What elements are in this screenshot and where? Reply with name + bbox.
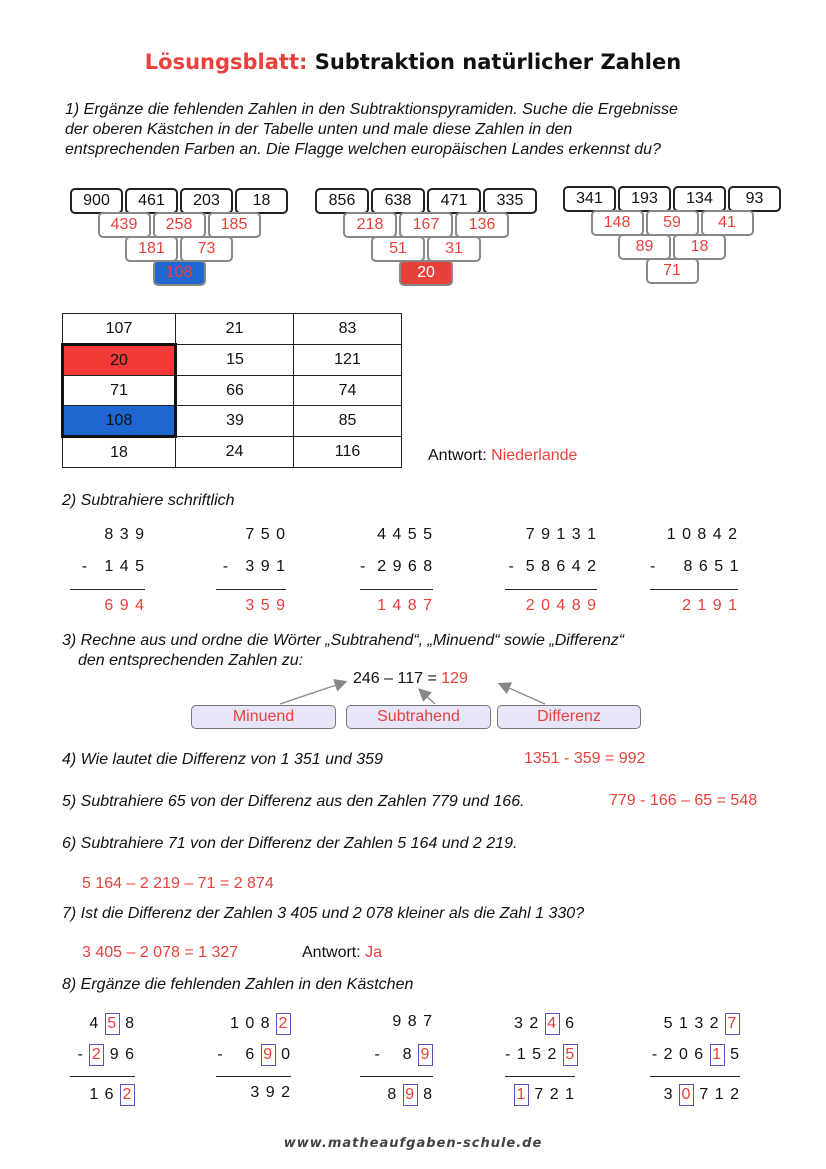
digits: 9 6 (104, 1046, 135, 1063)
q1-text (65, 100, 678, 160)
table-cell: 74 (294, 376, 402, 406)
label-minuend: Minuend (191, 705, 336, 729)
pyramid-top-cell: 203 (180, 188, 233, 214)
pyramid-cell: 167 (399, 212, 453, 238)
minuend (216, 1013, 291, 1035)
digits: 7 1 2 (693, 1086, 740, 1103)
answer-value: Ja (365, 944, 383, 961)
table-cell: 83 (294, 314, 402, 345)
digits: 7 2 1 (528, 1086, 575, 1103)
pyramid-cell: 181 (125, 236, 178, 262)
footer-url: www.matheaufgaben-schule.de (283, 1136, 543, 1151)
table-row (63, 345, 402, 376)
table-cell: 15 (176, 345, 294, 376)
digits: 6 (559, 1015, 575, 1032)
pyramid-top-cell: 134 (673, 186, 726, 212)
pyramid-top-cell: 18 (235, 188, 288, 214)
difference: 2 0 4 8 9 (525, 597, 597, 614)
missing-digit-box: 4 (545, 1013, 560, 1035)
minuend (360, 1013, 433, 1031)
table-row (63, 406, 402, 437)
table-cell: 18 (63, 437, 176, 468)
result-line (360, 589, 433, 590)
table-cell: 20 (63, 345, 176, 376)
pyramid-cell: 20 (399, 260, 453, 286)
missing-digit-box: 9 (261, 1044, 276, 1066)
q1-line: entsprechenden Farben an. Die Flagge welchen europäischen Landes erkennst du? (65, 141, 661, 158)
table-cell: 24 (176, 437, 294, 468)
result-line (70, 589, 145, 590)
table-row (63, 314, 402, 345)
result-line (360, 1076, 433, 1077)
page-title (0, 50, 826, 74)
missing-digit-box: 9 (418, 1044, 433, 1066)
q1-line: 1) Ergänze die fehlenden Zahlen in den Subtraktionspyramiden. Suche die Ergebnisse (65, 101, 678, 118)
q7-answer: 3 405 – 2 078 = 1 327 (82, 944, 239, 961)
q5-text: 5) Subtrahiere 65 von der Differenz aus den Zahlen 779 und 166. (62, 793, 525, 810)
difference (70, 1084, 135, 1106)
color-table (61, 313, 402, 468)
q3-text-2: den entsprechenden Zahlen zu: (78, 652, 304, 669)
pyramid-top-cell: 461 (125, 188, 178, 214)
result-line (70, 1076, 135, 1077)
result-line (650, 589, 738, 590)
label-subtrahend: Subtrahend (346, 705, 491, 729)
subtrahend: - 2 9 6 8 (360, 558, 434, 575)
pyramid-top-cell: 335 (483, 188, 537, 214)
q5-answer: 779 - 166 – 65 = 548 (609, 792, 758, 809)
pyramid-cell: 136 (455, 212, 509, 238)
subtrahend: - 8 6 5 1 (650, 558, 740, 575)
table-cell: 39 (176, 406, 294, 437)
table-cell: 121 (294, 345, 402, 376)
pyramid-cell: 148 (591, 210, 644, 236)
pyramid-top-cell: 856 (315, 188, 369, 214)
table-cell: 116 (294, 437, 402, 468)
result-line (505, 1076, 575, 1077)
q6-answer: 5 164 – 2 219 – 71 = 2 874 (82, 875, 274, 892)
label-differenz: Differenz (497, 705, 641, 729)
answer-value: Niederlande (491, 447, 578, 464)
subtrahend (505, 1044, 575, 1066)
q6-text: 6) Subtrahiere 71 von der Differenz der Zahlen 5 164 und 2 219. (62, 835, 518, 852)
pyramid-cell: 89 (618, 234, 671, 260)
title-prefix: Lösungsblatt: (144, 50, 308, 74)
digits: - 8 (374, 1046, 418, 1063)
pyramid-cell: 439 (98, 212, 151, 238)
digits: 1 6 (89, 1086, 120, 1103)
table-cell: 85 (294, 406, 402, 437)
answer-label: Antwort: (428, 447, 487, 464)
result-line (216, 589, 286, 590)
pyramid-cell: 41 (701, 210, 754, 236)
q1-line: der oberen Kästchen in der Tabelle unten und male diese Zahlen in den (65, 121, 573, 138)
difference: 6 9 4 (104, 597, 145, 614)
minuend: 1 0 8 4 2 (666, 526, 738, 543)
difference: 2 1 9 1 (682, 597, 738, 614)
q7-conclusion (302, 944, 382, 962)
digits: 1 0 8 (229, 1015, 276, 1032)
digits: 3 9 2 (250, 1084, 291, 1101)
missing-digit-box: 5 (105, 1013, 120, 1035)
subtrahend (216, 1044, 291, 1066)
q4-text: 4) Wie lautet die Differenz von 1 351 und 359 (62, 751, 383, 768)
table-cell: 107 (63, 314, 176, 345)
table-row (63, 437, 402, 468)
difference (505, 1084, 575, 1106)
table-cell: 21 (176, 314, 294, 345)
table-row (63, 376, 402, 406)
digits: 8 (387, 1086, 403, 1103)
subtrahend: - 3 9 1 (222, 558, 286, 575)
table-cell: 66 (176, 376, 294, 406)
table-cell: 108 (63, 406, 176, 437)
pyramid-cell: 51 (371, 236, 425, 262)
pyramid-cell: 71 (646, 258, 699, 284)
result-line (216, 1076, 291, 1077)
table-cell: 71 (63, 376, 176, 406)
difference: 1 4 8 7 (377, 597, 433, 614)
missing-digit-box: 9 (403, 1084, 418, 1106)
q8-text: 8) Ergänze die fehlenden Zahlen in den Kästchen (62, 976, 414, 993)
minuend (650, 1013, 740, 1035)
minuend: 7 5 0 (245, 526, 286, 543)
minuend: 8 3 9 (104, 526, 145, 543)
equation-result: 129 (441, 670, 468, 687)
subtrahend (70, 1044, 135, 1066)
minuend: 7 9 1 3 1 (525, 526, 597, 543)
missing-digit-box: 2 (276, 1013, 291, 1035)
pyramid-top-cell: 471 (427, 188, 481, 214)
pyramid-cell: 73 (180, 236, 233, 262)
difference: 3 5 9 (245, 597, 286, 614)
pyramid-cell: 59 (646, 210, 699, 236)
missing-digit-box: 2 (89, 1044, 104, 1066)
minuend: 4 4 5 5 (377, 526, 433, 543)
minuend (505, 1013, 575, 1035)
pyramid-cell: 108 (153, 260, 206, 286)
pyramid-top-cell: 193 (618, 186, 671, 212)
pyramid-top-cell: 93 (728, 186, 781, 212)
missing-digit-box: 2 (120, 1084, 135, 1106)
result-line (505, 589, 597, 590)
q4-answer: 1351 - 359 = 992 (524, 750, 646, 767)
difference (360, 1084, 433, 1106)
difference (216, 1084, 291, 1102)
q2-text: 2) Subtrahiere schriftlich (62, 492, 235, 509)
digits: 5 1 3 2 (663, 1015, 725, 1032)
digits: 8 (417, 1086, 433, 1103)
pyramid-cell: 185 (208, 212, 261, 238)
title-main: Subtraktion natürlicher Zahlen (314, 50, 682, 74)
pyramid-top-cell: 341 (563, 186, 616, 212)
answer-label: Antwort: (302, 944, 361, 961)
digits: - 6 (217, 1046, 261, 1063)
result-line (650, 1076, 740, 1077)
digits: 3 (663, 1086, 679, 1103)
q3-arrows (255, 676, 555, 708)
missing-digit-box: 5 (563, 1044, 578, 1066)
subtrahend (360, 1044, 433, 1066)
digits: 9 8 7 (392, 1013, 433, 1030)
digits: 8 (119, 1015, 135, 1032)
subtrahend: - 1 4 5 (81, 558, 145, 575)
digits: 4 (89, 1015, 105, 1032)
pyramid-cell: 18 (673, 234, 726, 260)
difference (650, 1084, 740, 1106)
missing-digit-box: 1 (514, 1084, 529, 1106)
pyramid-cell: 31 (427, 236, 481, 262)
subtrahend: - 5 8 6 4 2 (508, 558, 597, 575)
q1-answer (428, 447, 577, 465)
q7-text: 7) Ist die Differenz der Zahlen 3 405 und 2 078 kleiner als die Zahl 1 330? (62, 905, 585, 922)
pyramid-top-cell: 638 (371, 188, 425, 214)
subtrahend (650, 1044, 740, 1066)
missing-digit-box: 7 (725, 1013, 740, 1035)
pyramid-top-cell: 900 (70, 188, 123, 214)
q3-text-1: 3) Rechne aus und ordne die Wörter „Subtrahend“, „Minuend“ sowie „Differenz“ (62, 632, 625, 649)
equation-text: 246 – 117 = (353, 670, 437, 687)
digits: 0 (275, 1046, 291, 1063)
pyramid-cell: 258 (153, 212, 206, 238)
missing-digit-box: 1 (710, 1044, 725, 1066)
digits: 3 2 (513, 1015, 545, 1032)
digits: - (77, 1046, 90, 1063)
minuend (70, 1013, 135, 1035)
pyramid-cell: 218 (343, 212, 397, 238)
digits: - 2 0 6 (651, 1046, 710, 1063)
digits: - 1 5 2 (505, 1046, 563, 1063)
missing-digit-box: 0 (679, 1084, 694, 1106)
digits: 5 (724, 1046, 740, 1063)
